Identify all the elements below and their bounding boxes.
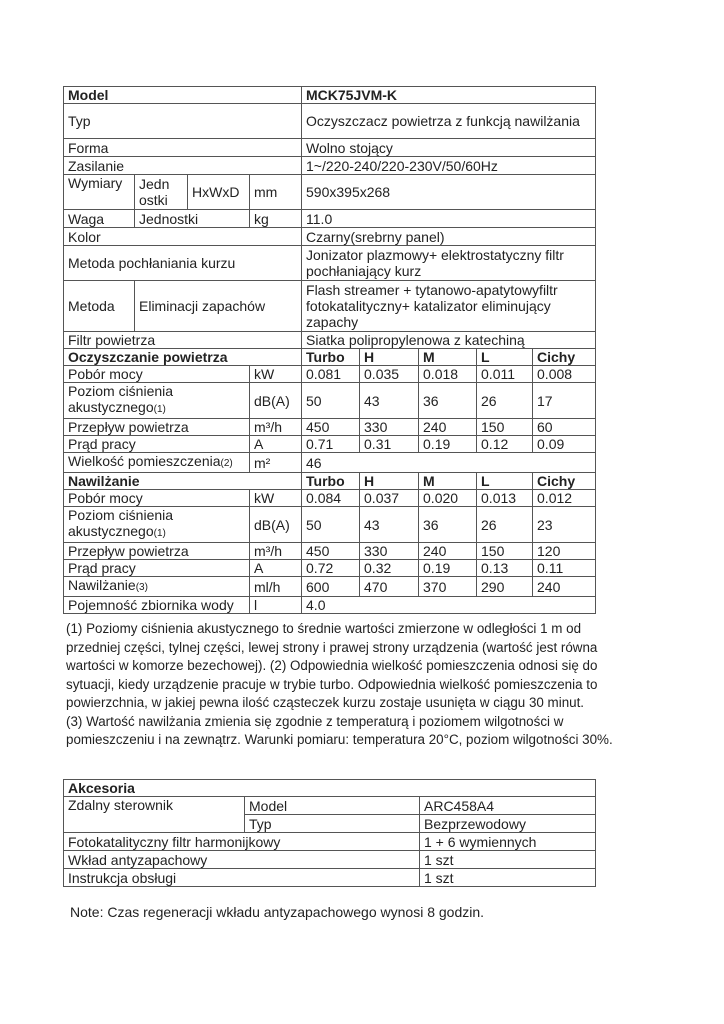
row-value: 0.035 [360, 366, 419, 383]
mode-header: Cichy [533, 473, 596, 490]
row-label: Przepływ powietrza [64, 543, 250, 560]
row-value: 450 [302, 419, 360, 436]
row-label-cell [64, 383, 250, 419]
dim-label: Wymiary [64, 175, 135, 210]
row-value: 0.31 [360, 436, 419, 453]
table-row [64, 490, 596, 507]
dim-mm: mm [250, 175, 302, 210]
row-value: 470 [360, 577, 419, 597]
row-value: 36 [419, 383, 477, 419]
model-label: Model [64, 87, 302, 104]
footnote-paragraph: (1) Poziomy ciśnienia akustycznego to średnie wartości zmierzone w odległości 1 m od przedniej części, tylnej części, lewej strony i prawej strony urządzenia (wartość jest równa wartości w komorze bezechowej). (2) Odpowiednia wielkość pomieszczenia odnosi się do sytuacji, kiedy urządzenie pracuje w trybie turbo. Odpowiednia wielkość pomieszczenia to powierzchnia, w jakiej pewna ilość cząsteczek kurzu zostaje usunięta w ciągu 30 minut. [66, 621, 598, 710]
row-value: 26 [477, 383, 533, 419]
room-label: Wielkość pomieszczenia [68, 453, 221, 469]
row-value: 0.09 [533, 436, 596, 453]
dim-unit-label: Jedn ostki [135, 175, 188, 210]
row-value: 0.19 [419, 560, 477, 577]
table-row [64, 851, 596, 869]
type-label: Typ [64, 104, 302, 139]
footnote-ref: (3) [135, 582, 148, 593]
row-value: 330 [360, 419, 419, 436]
row-label: Prąd pracy [64, 560, 250, 577]
row-label: Nawilżanie [68, 577, 136, 593]
color-label: Kolor [64, 228, 302, 246]
room-label-cell [64, 453, 250, 473]
row-value: 0.084 [302, 490, 360, 507]
row-label: Pobór mocy [64, 490, 250, 507]
row-value: 17 [533, 383, 596, 419]
row-value: 0.19 [419, 436, 477, 453]
model-value: MCK75JVM-K [302, 87, 596, 104]
odor-label: Eliminacji zapachów [135, 281, 302, 332]
regeneration-note: Note: Czas regeneracji wkładu antyzapachowego wynosi 8 godzin. [70, 904, 485, 920]
row-unit: kW [250, 366, 302, 383]
table-row [64, 366, 596, 383]
table-row [64, 560, 596, 577]
table-row [64, 577, 596, 597]
row-label: Przepływ powietrza [64, 419, 250, 436]
type-value: Oczyszczacz powietrza z funkcją nawilżania [302, 104, 596, 139]
mode-header: H [360, 349, 419, 366]
mode-header: M [419, 473, 477, 490]
accessory-value: 1 + 6 wymiennych [420, 833, 596, 851]
row-value: 0.71 [302, 436, 360, 453]
row-value: 290 [477, 577, 533, 597]
row-value: 0.011 [477, 366, 533, 383]
mode-header: Cichy [533, 349, 596, 366]
purify-header: Oczyszczanie powietrza [64, 349, 302, 366]
row-label-cell [64, 507, 250, 543]
row-value: 330 [360, 543, 419, 560]
form-label: Forma [64, 139, 302, 157]
row-value: 0.72 [302, 560, 360, 577]
dim-value: 590x395x268 [302, 175, 596, 210]
row-value: 23 [533, 507, 596, 543]
footnote-paragraph: (3) Wartość nawilżania zmienia się zgodnie z temperaturą i poziomem wilgotności w pomieszczeniu i na zewnątrz. Warunki pomiaru: temperatura 20°C, poziom wilgotności 30%. [66, 713, 613, 747]
row-label-cell [64, 577, 250, 597]
tank-label: Pojemność zbiornika wody [64, 597, 250, 614]
weight-label: Waga [64, 210, 135, 228]
row-value: 0.037 [360, 490, 419, 507]
row-value: 26 [477, 507, 533, 543]
humid-header: Nawilżanie [64, 473, 302, 490]
row-label: Pobór mocy [64, 366, 250, 383]
footnote-ref: (1) [153, 404, 166, 415]
row-unit: A [250, 436, 302, 453]
row-label: Poziom ciśnienia akustycznego [68, 507, 174, 539]
row-unit: m³/h [250, 419, 302, 436]
row-value: 50 [302, 383, 360, 419]
dust-label: Metoda pochłaniania kurzu [64, 246, 302, 281]
spec-table [63, 86, 596, 614]
form-value: Wolno stojący [302, 139, 596, 157]
mode-header: L [477, 349, 533, 366]
table-row [64, 543, 596, 560]
row-value: 0.020 [419, 490, 477, 507]
row-value: 36 [419, 507, 477, 543]
row-value: 60 [533, 419, 596, 436]
table-row [64, 383, 596, 419]
row-value: 240 [419, 419, 477, 436]
row-value: 0.018 [419, 366, 477, 383]
table-row [64, 833, 596, 851]
accessory-value: 1 szt [420, 869, 596, 887]
tank-unit: l [250, 597, 302, 614]
row-value: 150 [477, 419, 533, 436]
mode-header: M [419, 349, 477, 366]
weight-unit: kg [250, 210, 302, 228]
row-value: 240 [419, 543, 477, 560]
weight-value: 11.0 [302, 210, 596, 228]
odor-value: Flash streamer + tytanowo-apatytowyfiltr fotokatalityczny+ katalizator eliminujący zapachy [302, 281, 596, 332]
method-label: Metoda [64, 281, 135, 332]
accessory-value: 1 szt [420, 851, 596, 869]
row-value: 0.008 [533, 366, 596, 383]
remote-type-label: Typ [245, 815, 420, 833]
remote-label: Zdalny sterownik [64, 797, 245, 833]
row-value: 0.11 [533, 560, 596, 577]
row-unit: dB(A) [250, 383, 302, 419]
dust-value: Jonizator plazmowy+ elektrostatyczny filtr pochłaniający kurz [302, 246, 596, 281]
accessories-header: Akcesoria [64, 780, 596, 797]
color-value: Czarny(srebrny panel) [302, 228, 596, 246]
row-value: 120 [533, 543, 596, 560]
accessory-label: Wkład antyzapachowy [64, 851, 420, 869]
row-label: Poziom ciśnienia akustycznego [68, 383, 174, 415]
accessories-table [63, 779, 596, 887]
row-unit: m³/h [250, 543, 302, 560]
table-row [64, 453, 596, 473]
filter-label: Filtr powietrza [64, 332, 302, 349]
row-value: 50 [302, 507, 360, 543]
remote-model-label: Model [245, 797, 420, 815]
remote-type-value: Bezprzewodowy [420, 815, 596, 833]
table-row [64, 869, 596, 887]
dim-hwd: HxWxD [188, 175, 250, 210]
mode-header: L [477, 473, 533, 490]
mode-header: H [360, 473, 419, 490]
table-row [64, 436, 596, 453]
row-value: 0.013 [477, 490, 533, 507]
row-value: 370 [419, 577, 477, 597]
row-value: 0.13 [477, 560, 533, 577]
row-value: 150 [477, 543, 533, 560]
row-value: 0.12 [477, 436, 533, 453]
power-value: 1~/220-240/220-230V/50/60Hz [302, 157, 596, 175]
row-value: 240 [533, 577, 596, 597]
accessory-label: Instrukcja obsługi [64, 869, 420, 887]
footnotes [66, 620, 631, 750]
row-value: 0.081 [302, 366, 360, 383]
power-label: Zasilanie [64, 157, 302, 175]
table-row [64, 419, 596, 436]
row-value: 450 [302, 543, 360, 560]
row-value: 43 [360, 383, 419, 419]
table-row [64, 507, 596, 543]
mode-header: Turbo [302, 349, 360, 366]
footnote-ref: (1) [153, 528, 166, 539]
filter-value: Siatka polipropylenowa z katechiną [302, 332, 596, 349]
tank-value: 4.0 [302, 597, 596, 614]
row-value: 0.32 [360, 560, 419, 577]
row-unit: ml/h [250, 577, 302, 597]
accessory-label: Fotokatalityczny filtr harmonijkowy [64, 833, 420, 851]
footnote-ref: (2) [220, 458, 233, 469]
row-label: Prąd pracy [64, 436, 250, 453]
row-value: 600 [302, 577, 360, 597]
table-row [64, 597, 596, 614]
room-value: 46 [302, 453, 596, 473]
weight-unit-label: Jednostki [135, 210, 250, 228]
row-unit: A [250, 560, 302, 577]
mode-header: Turbo [302, 473, 360, 490]
row-value: 0.012 [533, 490, 596, 507]
row-value: 43 [360, 507, 419, 543]
row-unit: dB(A) [250, 507, 302, 543]
row-unit: kW [250, 490, 302, 507]
remote-model-value: ARC458A4 [420, 797, 596, 815]
room-unit: m² [250, 453, 302, 473]
